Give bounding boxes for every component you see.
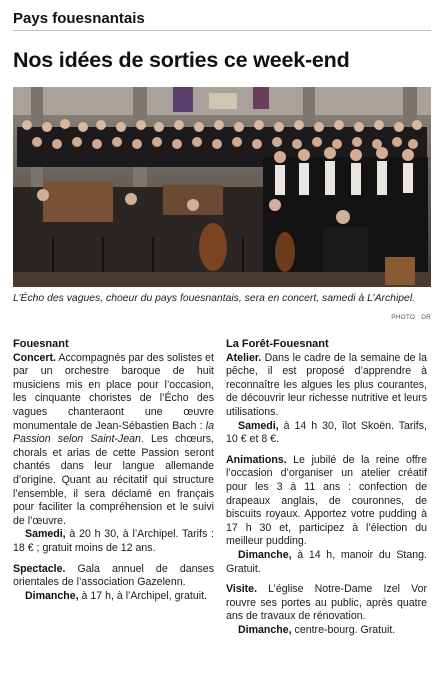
event-body: Le jubilé de la reine offre l’occasion d’organiser un atelier créatif pour les 3 à 11 ans : confection de drapeaux anglais, de couronnes, de biscuits royaux. Apportez votre pudding à 17 h 30 et, participez à l’élection du meilleur pudding. [226, 453, 427, 548]
event-category: Concert. [13, 351, 56, 364]
event-body: Accompagnés par des solistes et par un orchestre baroque de huit musiciens mis en place pour l’occasion, les cinquante choristes de l’Écho des vagues chanteraont une œuvre monumentale de Jean-Sébastien Bach : [13, 351, 214, 432]
event-animations [226, 454, 427, 576]
rubric-divider [13, 30, 431, 31]
event-concert [13, 352, 214, 556]
event-schedule [13, 528, 214, 555]
event-schedule [13, 590, 214, 604]
choir-photo [13, 87, 431, 287]
work-title: la Passion selon Saint-Jean [13, 419, 214, 446]
event-category: Spectacle. [13, 562, 66, 575]
event-day: Dimanche, [238, 623, 292, 636]
photo-credit: PHOTO : DR [391, 314, 431, 321]
event-spectacle [13, 563, 214, 604]
right-column [226, 338, 427, 637]
event-day: Dimanche, [238, 548, 292, 561]
event-details: à 20 h 30, à l’Archipel. Tarifs : 18 € ; gratuit moins de 12 ans. [13, 528, 214, 554]
event-day: Samedi, [25, 528, 66, 541]
event-category: Atelier. [226, 351, 262, 364]
event-schedule [226, 420, 427, 447]
photo-caption: L’Écho des vagues, choeur du pays fouesnantais, sera en concert, samedi à L’Archipel. [13, 293, 416, 304]
event-category: Visite. [226, 583, 258, 596]
event-body: Gala annuel de danses orientales de l’association Gazelenn. [13, 562, 214, 589]
event-day: Samedi, [238, 419, 279, 432]
event-schedule [226, 624, 427, 638]
event-body: L’église Notre-Dame Izel Vor rouvre ses portes au public, après quatre ans de travaux de rénovation. [226, 583, 427, 623]
location-heading: Fouesnant [13, 338, 69, 350]
event-details: centre-bourg. Gratuit. [291, 623, 396, 636]
event-category: Animations. [226, 453, 287, 466]
event-day: Dimanche, [25, 589, 79, 602]
article-headline: Nos idées de sorties ce week-end [13, 48, 350, 72]
left-column [13, 338, 214, 603]
event-visite [226, 583, 427, 637]
event-schedule [226, 549, 427, 576]
event-body: Dans le cadre de la semaine de la pêche, il est proposé d’apprendre à reconnaître les algues les plus courantes, de découvrir leur richesse nutritive et leurs utilisations. [226, 351, 427, 418]
event-body-cont: . Les chœurs, chorals et arias de cette Passion seront chantés dans leur langue allemande d’origine. Quant au récitatif qui structure l’ensemble, il sera déclamé en français pour faciliter la compréhension et le suivi de l’œuvre. [13, 433, 214, 527]
location-heading: La Forêt-Fouesnant [226, 338, 329, 350]
event-atelier [226, 352, 427, 447]
event-details: à 14 h, manoir du Stang. Gratuit. [226, 548, 427, 575]
event-details: à 14 h 30, îlot Skoën. Tarifs, 10 € et 8 €. [226, 419, 427, 446]
section-rubric: Pays fouesnantais [13, 10, 145, 27]
event-details: à 17 h, à l’Archipel, gratuit. [78, 589, 207, 602]
